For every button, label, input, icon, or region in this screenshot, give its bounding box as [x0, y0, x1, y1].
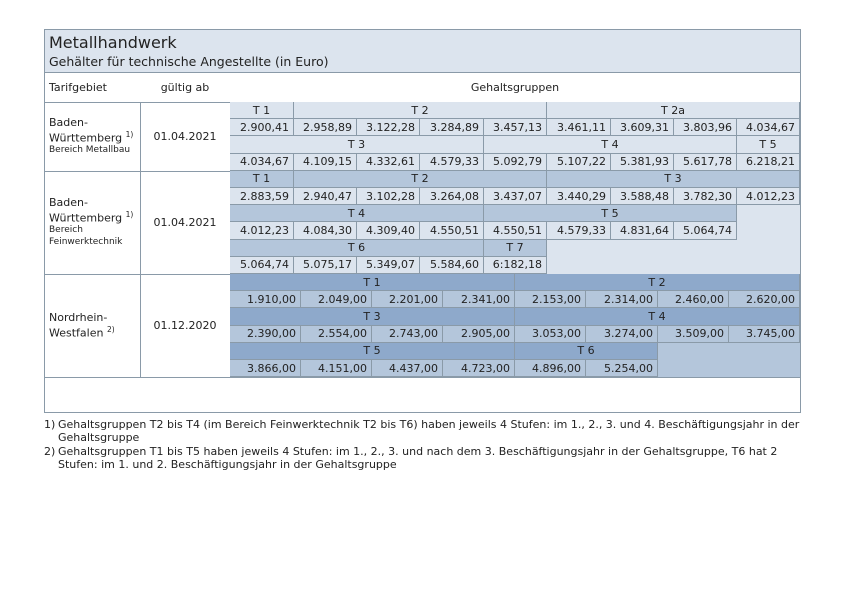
- salary-value: 2.900,41: [230, 119, 294, 136]
- region-label: [45, 171, 140, 274]
- salary-value: 5.584,60: [420, 257, 484, 274]
- header-gueltig-ab: gültig ab: [160, 81, 210, 94]
- salary-value: 5.092,79: [484, 154, 547, 171]
- group-label: T 5: [484, 205, 737, 222]
- salary-value: 4.034,67: [737, 119, 800, 136]
- salary-value: 6:182,18: [484, 257, 547, 274]
- region-text: [49, 197, 140, 249]
- salary-value: 2.940,47: [294, 188, 357, 205]
- region-label: [45, 274, 140, 377]
- group-label: T 2: [294, 171, 547, 188]
- footnote-1-number: 1): [44, 418, 56, 431]
- salary-value: 4.012,23: [737, 188, 800, 205]
- page-subtitle: Gehälter für technische Angestellte (in Euro): [49, 54, 329, 69]
- region-name-line2: [49, 209, 140, 225]
- group-label: T 1: [230, 274, 515, 291]
- region-name-line1: Nordrhein-: [49, 310, 108, 324]
- region-name-line2: [49, 129, 133, 145]
- grid-line: [45, 377, 800, 378]
- salary-value: 5.254,00: [586, 360, 658, 377]
- salary-value: 2.743,00: [372, 326, 443, 343]
- salary-value: 4.034,67: [230, 154, 294, 171]
- grid-line: [140, 171, 141, 274]
- region-subtitle: Bereich Metallbau: [49, 145, 131, 156]
- group-label: T 1: [230, 102, 294, 119]
- group-label: T 5: [230, 343, 515, 360]
- footnote-ref: 1): [125, 129, 134, 139]
- group-label: T 1: [230, 171, 294, 188]
- footnotes: [44, 418, 804, 472]
- salary-table: [44, 29, 801, 413]
- salary-value: 3.274,00: [586, 326, 658, 343]
- salary-value: 4.084,30: [294, 222, 357, 239]
- salary-value: 2.049,00: [301, 291, 372, 308]
- salary-value: 1.910,00: [230, 291, 301, 308]
- region-text: [49, 312, 115, 340]
- salary-value: 2.905,00: [443, 326, 515, 343]
- header-tarifgebiet: Tarifgebiet: [49, 80, 107, 94]
- footnote-2: [44, 445, 804, 471]
- group-label: T 5: [737, 136, 800, 153]
- salary-value: 5.381,93: [611, 154, 674, 171]
- region-text: [49, 117, 133, 157]
- salary-value: 5.064,74: [674, 222, 737, 239]
- salary-value: 4.109,15: [294, 154, 357, 171]
- grid-line: [140, 102, 141, 171]
- salary-value: 4.896,00: [515, 360, 586, 377]
- salary-value: 4.012,23: [230, 222, 294, 239]
- grid-line: [140, 274, 141, 377]
- region-name-line1: Baden-: [49, 115, 88, 129]
- salary-value: 3.509,00: [658, 326, 729, 343]
- group-label: T 4: [515, 308, 800, 325]
- valid-from-date: 01.04.2021: [153, 215, 217, 229]
- salary-value: 4.332,61: [357, 154, 420, 171]
- salary-value: 3.122,28: [357, 119, 420, 136]
- region-name: Württemberg: [49, 211, 126, 225]
- salary-value: 5.064,74: [230, 257, 294, 274]
- salary-value: 3.053,00: [515, 326, 586, 343]
- footnote-1: [44, 418, 804, 444]
- group-label: T 4: [484, 136, 737, 153]
- salary-value: 3.782,30: [674, 188, 737, 205]
- salary-value: 3.461,11: [547, 119, 611, 136]
- group-label: T 4: [230, 205, 484, 222]
- footnote-1-text: Gehaltsgruppen T2 bis T4 (im Bereich Feinwerktechnik T2 bis T6) haben jeweils 4 Stufen: im 1., 2., 3. und 4. Beschäftigungsjahr in der Gehaltsgruppe: [58, 418, 800, 444]
- salary-value: 2.620,00: [729, 291, 800, 308]
- salary-value: 3.457,13: [484, 119, 547, 136]
- salary-value: 3.102,28: [357, 188, 420, 205]
- region-name: Württemberg: [49, 131, 126, 145]
- salary-value: 3.803,96: [674, 119, 737, 136]
- salary-value: 5.617,78: [674, 154, 737, 171]
- header-gehaltsgruppen: Gehaltsgruppen: [470, 81, 560, 94]
- group-label: T 3: [230, 136, 484, 153]
- salary-value: 3.745,00: [729, 326, 800, 343]
- group-label: T 3: [230, 308, 515, 325]
- footnote-2-text: Gehaltsgruppen T1 bis T5 haben jeweils 4 Stufen: im 1., 2., 3. und nach dem 3. Beschäftigungsjahr in der Gehaltsgruppe, T6 hat 2 Stufen: im 1. und 2. Beschäftigungsjahr in der Gehaltsgruppe: [58, 445, 778, 471]
- salary-value: 4.309,40: [357, 222, 420, 239]
- salary-value: 2.201,00: [372, 291, 443, 308]
- salary-value: 2.314,00: [586, 291, 658, 308]
- salary-value: 3.440,29: [547, 188, 611, 205]
- salary-value: 3.437,07: [484, 188, 547, 205]
- salary-value: 2.554,00: [301, 326, 372, 343]
- group-label: T 6: [515, 343, 658, 360]
- salary-value: 4.151,00: [301, 360, 372, 377]
- salary-value: 4.437,00: [372, 360, 443, 377]
- region-name: Westfalen: [49, 326, 107, 340]
- title-band: [45, 30, 800, 73]
- salary-value: 4.579,33: [547, 222, 611, 239]
- salary-value: 5.349,07: [357, 257, 420, 274]
- region-name-line1: Baden-: [49, 195, 88, 209]
- salary-value: 3.609,31: [611, 119, 674, 136]
- footnote-ref: 1): [125, 209, 134, 219]
- group-label: T 6: [230, 240, 484, 257]
- salary-value: 2.883,59: [230, 188, 294, 205]
- valid-from-date: 01.12.2020: [153, 319, 217, 333]
- region-subtitle: Bereich Feinwerktechnik: [49, 225, 123, 248]
- page-title: Metallhandwerk: [49, 33, 177, 52]
- footnote-ref: 2): [106, 324, 115, 334]
- group-label: T 2: [294, 102, 547, 119]
- salary-value: 4.579,33: [420, 154, 484, 171]
- salary-value: 2.390,00: [230, 326, 301, 343]
- group-label: T 2a: [547, 102, 800, 119]
- group-label: T 2: [515, 274, 800, 291]
- salary-value: 5.107,22: [547, 154, 611, 171]
- salary-value: 2.341,00: [443, 291, 515, 308]
- salary-value: 2.153,00: [515, 291, 586, 308]
- salary-value: 5.075,17: [294, 257, 357, 274]
- salary-value: 2.460,00: [658, 291, 729, 308]
- valid-from-date: 01.04.2021: [153, 129, 217, 143]
- footnote-2-number: 2): [44, 445, 56, 458]
- salary-value: 3.284,89: [420, 119, 484, 136]
- salary-value: 3.866,00: [230, 360, 301, 377]
- salary-value: 6.218,21: [737, 154, 800, 171]
- salary-value: 2.958,89: [294, 119, 357, 136]
- salary-value: 4.723,00: [443, 360, 515, 377]
- salary-value: 3.588,48: [611, 188, 674, 205]
- region-label: [45, 102, 140, 171]
- salary-value: 4.550,51: [420, 222, 484, 239]
- salary-value: 4.831,64: [611, 222, 674, 239]
- salary-value: 3.264,08: [420, 188, 484, 205]
- region-name-line2: [49, 324, 115, 340]
- salary-value: 4.550,51: [484, 222, 547, 239]
- group-label: T 7: [484, 240, 547, 257]
- group-label: T 3: [547, 171, 800, 188]
